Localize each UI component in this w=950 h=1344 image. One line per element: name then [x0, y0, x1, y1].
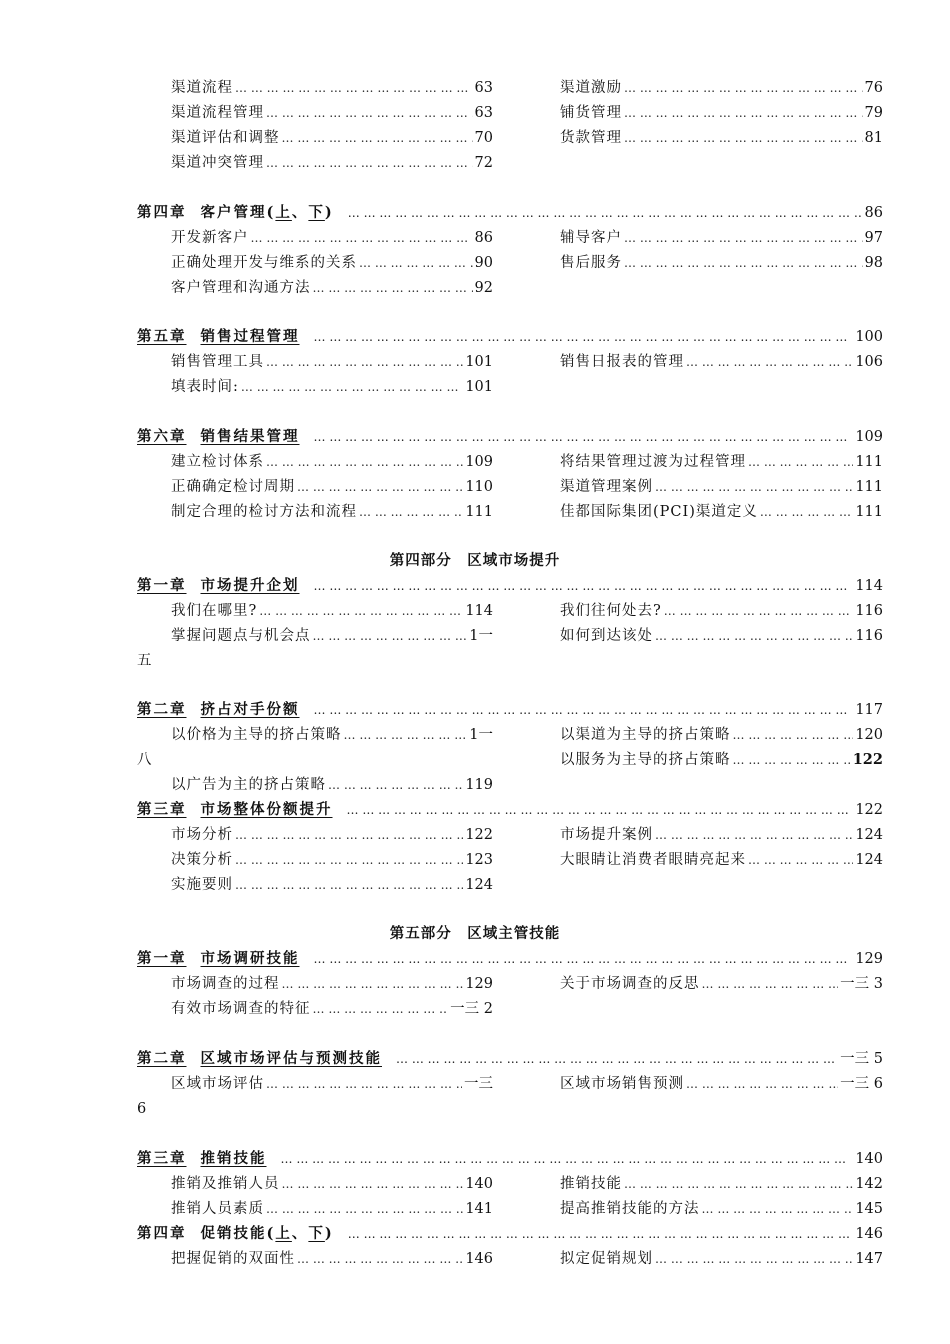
toc-entry[interactable]: 渠道评估和调整 … … … … … … … … … … … … … … … … … … … … … … … … … … … … … … … … … … … … … … … … … … … … … … … … … … … … … … … … … … … … … … … … … … … … … … … … … … … … … … … … … … 70 — [171, 127, 493, 149]
wrapped-page-number: 五 — [137, 653, 152, 669]
toc-entry[interactable]: 制定合理的检讨方法和流程 … … … … … … … … … … … … … … … … … … … … … … … … … … … … … … … … … … … … … … … … … … … … … … … … … … … … … … … … … … … … … … … … … … … … … … … … … … … … … … … … … … 111 — [171, 501, 493, 523]
chapter-heading[interactable]: 第一章 市场调研技能 … … … … … … … … … … … … … … … … … … … … … … … … … … … … … … … … … … … … … … … … … … … … … … … … … … … … … … … … … … … … … … … … … … … … … … … … … … … … … … … … … … … … … … … … … … 129 — [137, 948, 883, 970]
chapter-heading[interactable]: 第四章 促销技能(上、下) … … … … … … … … … … … … … … … … … … … … … … … … … … … … … … … … … … … … … … … … … … … … … … … … … … … … … … … … … … … … … … … … … … … … … … … … … … … … … … … … … … … … … … … … … … 146 — [137, 1223, 883, 1245]
toc-entry[interactable]: 将结果管理过渡为过程管理 … … … … … … … … … … … … … … … … … … … … … … … … … … … … … … … … … … … … … … … … … … … … … … … … … … … … … … … … … … … … … … … … … … … … … … … … … … … … … … … … … … 111 — [560, 451, 883, 473]
toc-entry[interactable]: 辅导客户 … … … … … … … … … … … … … … … … … … … … … … … … … … … … … … … … … … … … … … … … … … … … … … … … … … … … … … … … … … … … … … … … … … … … … … … … … … … … … … … … … … 97 — [560, 227, 883, 249]
wrapped-page-number: 6 — [137, 1101, 147, 1117]
toc-entry[interactable]: 提高推销技能的方法 … … … … … … … … … … … … … … … … … … … … … … … … … … … … … … … … … … … … … … … … … … … … … … … … … … … … … … … … … … … … … … … … … … … … … … … … … … … … … … … … … … 145 — [560, 1198, 883, 1220]
chapter-heading[interactable]: 第六章 销售结果管理 … … … … … … … … … … … … … … … … … … … … … … … … … … … … … … … … … … … … … … … … … … … … … … … … … … … … … … … … … … … … … … … … … … … … … … … … … … … … … … … … … … … … … … … … … … 109 — [137, 426, 883, 448]
toc-entry[interactable]: 推销技能 … … … … … … … … … … … … … … … … … … … … … … … … … … … … … … … … … … … … … … … … … … … … … … … … … … … … … … … … … … … … … … … … … … … … … … … … … … … … … … … … … … 142 — [560, 1173, 883, 1195]
toc-entry[interactable]: 以渠道为主导的挤占策略 … … … … … … … … … … … … … … … … … … … … … … … … … … … … … … … … … … … … … … … … … … … … … … … … … … … … … … … … … … … … … … … … … … … … … … … … … … … … … … … … … … 120 — [560, 724, 883, 746]
toc-entry[interactable]: 拟定促销规划 … … … … … … … … … … … … … … … … … … … … … … … … … … … … … … … … … … … … … … … … … … … … … … … … … … … … … … … … … … … … … … … … … … … … … … … … … … … … … … … … … … 147 — [560, 1248, 883, 1270]
toc-entry[interactable]: 渠道流程 … … … … … … … … … … … … … … … … … … … … … … … … … … … … … … … … … … … … … … … … … … … … … … … … … … … … … … … … … … … … … … … … … … … … … … … … … … … … … … … … … … 63 — [171, 77, 493, 99]
toc-entry[interactable]: 客户管理和沟通方法 … … … … … … … … … … … … … … … … … … … … … … … … … … … … … … … … … … … … … … … … … … … … … … … … … … … … … … … … … … … … … … … … … … … … … … … … … … … … … … … … … … 92 — [171, 277, 493, 299]
toc-entry[interactable]: 我们在哪里? … … … … … … … … … … … … … … … … … … … … … … … … … … … … … … … … … … … … … … … … … … … … … … … … … … … … … … … … … … … … … … … … … … … … … … … … … … … … … … … … … … 114 — [171, 600, 493, 622]
toc-entry[interactable]: 销售管理工具 … … … … … … … … … … … … … … … … … … … … … … … … … … … … … … … … … … … … … … … … … … … … … … … … … … … … … … … … … … … … … … … … … … … … … … … … … … … … … … … … … … 101 — [171, 351, 493, 373]
toc-entry[interactable]: 推销人员素质 … … … … … … … … … … … … … … … … … … … … … … … … … … … … … … … … … … … … … … … … … … … … … … … … … … … … … … … … … … … … … … … … … … … … … … … … … … … … … … … … … … 141 — [171, 1198, 493, 1220]
toc-entry[interactable]: 货款管理 … … … … … … … … … … … … … … … … … … … … … … … … … … … … … … … … … … … … … … … … … … … … … … … … … … … … … … … … … … … … … … … … … … … … … … … … … … … … … … … … … … 81 — [560, 127, 883, 149]
toc-entry[interactable]: 佳都国际集团(PCI)渠道定义 … … … … … … … … … … … … … … … … … … … … … … … … … … … … … … … … … … … … … … … … … … … … … … … … … … … … … … … … … … … … … … … … … … … … … … … … … … … … … … … … … … 111 — [560, 501, 883, 523]
toc-entry[interactable]: 销售日报表的管理 … … … … … … … … … … … … … … … … … … … … … … … … … … … … … … … … … … … … … … … … … … … … … … … … … … … … … … … … … … … … … … … … … … … … … … … … … … … … … … … … … … 106 — [560, 351, 883, 373]
chapter-heading[interactable]: 第二章 区域市场评估与预测技能 … … … … … … … … … … … … … … … … … … … … … … … … … … … … … … … … … … … … … … … … … … … … … … … … … … … … … … … … … … … … … … … … … … … … … … … … … … … … … … … … … … … … … … … … … … 一三 5 — [137, 1048, 883, 1070]
toc-entry[interactable]: 区域市场销售预测 … … … … … … … … … … … … … … … … … … … … … … … … … … … … … … … … … … … … … … … … … … … … … … … … … … … … … … … … … … … … … … … … … … … … … … … … … … … … … … … … … … 一三 6 — [560, 1073, 883, 1095]
toc-entry[interactable]: 如何到达该处 … … … … … … … … … … … … … … … … … … … … … … … … … … … … … … … … … … … … … … … … … … … … … … … … … … … … … … … … … … … … … … … … … … … … … … … … … … … … … … … … … … 116 — [560, 625, 883, 647]
chapter-heading[interactable]: 第三章 市场整体份额提升 … … … … … … … … … … … … … … … … … … … … … … … … … … … … … … … … … … … … … … … … … … … … … … … … … … … … … … … … … … … … … … … … … … … … … … … … … … … … … … … … … … … … … … … … … … 122 — [137, 799, 883, 821]
chapter-heading[interactable]: 第一章 市场提升企划 … … … … … … … … … … … … … … … … … … … … … … … … … … … … … … … … … … … … … … … … … … … … … … … … … … … … … … … … … … … … … … … … … … … … … … … … … … … … … … … … … … … … … … … … … … 114 — [137, 575, 883, 597]
toc-entry[interactable]: 掌握问题点与机会点 … … … … … … … … … … … … … … … … … … … … … … … … … … … … … … … … … … … … … … … … … … … … … … … … … … … … … … … … … … … … … … … … … … … … … … … … … … … … … … … … … … 1一 — [171, 625, 493, 647]
toc-entry[interactable]: 实施要则 … … … … … … … … … … … … … … … … … … … … … … … … … … … … … … … … … … … … … … … … … … … … … … … … … … … … … … … … … … … … … … … … … … … … … … … … … … … … … … … … … … 124 — [171, 874, 493, 896]
toc-entry[interactable]: 决策分析 … … … … … … … … … … … … … … … … … … … … … … … … … … … … … … … … … … … … … … … … … … … … … … … … … … … … … … … … … … … … … … … … … … … … … … … … … … … … … … … … … … 123 — [171, 849, 493, 871]
wrapped-page-number: 八 — [137, 752, 152, 768]
chapter-heading[interactable]: 第四章 客户管理(上、下) … … … … … … … … … … … … … … … … … … … … … … … … … … … … … … … … … … … … … … … … … … … … … … … … … … … … … … … … … … … … … … … … … … … … … … … … … … … … … … … … … … … … … … … … … … 86 — [137, 202, 883, 224]
toc-entry[interactable]: 大眼睛让消费者眼睛亮起来 … … … … … … … … … … … … … … … … … … … … … … … … … … … … … … … … … … … … … … … … … … … … … … … … … … … … … … … … … … … … … … … … … … … … … … … … … … … … … … … … … … 124 — [560, 849, 883, 871]
part-heading: 第五部分 区域主管技能 — [389, 925, 561, 942]
toc-entry[interactable]: 开发新客户 … … … … … … … … … … … … … … … … … … … … … … … … … … … … … … … … … … … … … … … … … … … … … … … … … … … … … … … … … … … … … … … … … … … … … … … … … … … … … … … … … … 86 — [171, 227, 493, 249]
toc-entry[interactable]: 填表时间: … … … … … … … … … … … … … … … … … … … … … … … … … … … … … … … … … … … … … … … … … … … … … … … … … … … … … … … … … … … … … … … … … … … … … … … … … … … … … … … … … … 101 — [171, 376, 493, 398]
toc-entry[interactable]: 渠道激励 … … … … … … … … … … … … … … … … … … … … … … … … … … … … … … … … … … … … … … … … … … … … … … … … … … … … … … … … … … … … … … … … … … … … … … … … … … … … … … … … … … 76 — [560, 77, 883, 99]
toc-entry[interactable]: 市场提升案例 … … … … … … … … … … … … … … … … … … … … … … … … … … … … … … … … … … … … … … … … … … … … … … … … … … … … … … … … … … … … … … … … … … … … … … … … … … … … … … … … … … 124 — [560, 824, 883, 846]
toc-entry[interactable]: 有效市场调查的特征 … … … … … … … … … … … … … … … … … … … … … … … … … … … … … … … … … … … … … … … … … … … … … … … … … … … … … … … … … … … … … … … … … … … … … … … … … … … … … … … … … … 一三 2 — [171, 998, 493, 1020]
toc-entry[interactable]: 推销及推销人员 … … … … … … … … … … … … … … … … … … … … … … … … … … … … … … … … … … … … … … … … … … … … … … … … … … … … … … … … … … … … … … … … … … … … … … … … … … … … … … … … … … 140 — [171, 1173, 493, 1195]
toc-entry[interactable]: 铺货管理 … … … … … … … … … … … … … … … … … … … … … … … … … … … … … … … … … … … … … … … … … … … … … … … … … … … … … … … … … … … … … … … … … … … … … … … … … … … … … … … … … … 79 — [560, 102, 883, 124]
part-heading: 第四部分 区域市场提升 — [389, 552, 561, 569]
toc-entry[interactable]: 渠道流程管理 … … … … … … … … … … … … … … … … … … … … … … … … … … … … … … … … … … … … … … … … … … … … … … … … … … … … … … … … … … … … … … … … … … … … … … … … … … … … … … … … … … 63 — [171, 102, 493, 124]
toc-entry[interactable]: 把握促销的双面性 … … … … … … … … … … … … … … … … … … … … … … … … … … … … … … … … … … … … … … … … … … … … … … … … … … … … … … … … … … … … … … … … … … … … … … … … … … … … … … … … … … 146 — [171, 1248, 493, 1270]
chapter-heading[interactable]: 第五章 销售过程管理 … … … … … … … … … … … … … … … … … … … … … … … … … … … … … … … … … … … … … … … … … … … … … … … … … … … … … … … … … … … … … … … … … … … … … … … … … … … … … … … … … … … … … … … … … … 100 — [137, 326, 883, 348]
toc-entry[interactable]: 以服务为主导的挤占策略 … … … … … … … … … … … … … … … … … … … … … … … … … … … … … … … … … … … … … … … … … … … … … … … … … … … … … … … … … … … … … … … … … … … … … … … … … … … … … … … … … … 122 — [560, 749, 883, 771]
toc-entry[interactable]: 关于市场调查的反思 … … … … … … … … … … … … … … … … … … … … … … … … … … … … … … … … … … … … … … … … … … … … … … … … … … … … … … … … … … … … … … … … … … … … … … … … … … … … … … … … … … 一三 3 — [560, 973, 883, 995]
toc-entry[interactable]: 我们往何处去? … … … … … … … … … … … … … … … … … … … … … … … … … … … … … … … … … … … … … … … … … … … … … … … … … … … … … … … … … … … … … … … … … … … … … … … … … … … … … … … … … … 116 — [560, 600, 883, 622]
toc-entry[interactable]: 正确确定检讨周期 … … … … … … … … … … … … … … … … … … … … … … … … … … … … … … … … … … … … … … … … … … … … … … … … … … … … … … … … … … … … … … … … … … … … … … … … … … … … … … … … … … 110 — [171, 476, 493, 498]
chapter-heading[interactable]: 第二章 挤占对手份额 … … … … … … … … … … … … … … … … … … … … … … … … … … … … … … … … … … … … … … … … … … … … … … … … … … … … … … … … … … … … … … … … … … … … … … … … … … … … … … … … … … … … … … … … … … 117 — [137, 699, 883, 721]
chapter-heading[interactable]: 第三章 推销技能 … … … … … … … … … … … … … … … … … … … … … … … … … … … … … … … … … … … … … … … … … … … … … … … … … … … … … … … … … … … … … … … … … … … … … … … … … … … … … … … … … … … … … … … … … … 140 — [137, 1148, 883, 1170]
toc-entry[interactable]: 售后服务 … … … … … … … … … … … … … … … … … … … … … … … … … … … … … … … … … … … … … … … … … … … … … … … … … … … … … … … … … … … … … … … … … … … … … … … … … … … … … … … … … … 98 — [560, 252, 883, 274]
toc-entry[interactable]: 以价格为主导的挤占策略 … … … … … … … … … … … … … … … … … … … … … … … … … … … … … … … … … … … … … … … … … … … … … … … … … … … … … … … … … … … … … … … … … … … … … … … … … … … … … … … … … … 1一 — [171, 724, 493, 746]
toc-entry[interactable]: 建立检讨体系 … … … … … … … … … … … … … … … … … … … … … … … … … … … … … … … … … … … … … … … … … … … … … … … … … … … … … … … … … … … … … … … … … … … … … … … … … … … … … … … … … … 109 — [171, 451, 493, 473]
toc-entry[interactable]: 渠道管理案例 … … … … … … … … … … … … … … … … … … … … … … … … … … … … … … … … … … … … … … … … … … … … … … … … … … … … … … … … … … … … … … … … … … … … … … … … … … … … … … … … … … 111 — [560, 476, 883, 498]
toc-entry[interactable]: 区域市场评估 … … … … … … … … … … … … … … … … … … … … … … … … … … … … … … … … … … … … … … … … … … … … … … … … … … … … … … … … … … … … … … … … … … … … … … … … … … … … … … … … … … 一三 — [171, 1073, 493, 1095]
toc-entry[interactable]: 市场调查的过程 … … … … … … … … … … … … … … … … … … … … … … … … … … … … … … … … … … … … … … … … … … … … … … … … … … … … … … … … … … … … … … … … … … … … … … … … … … … … … … … … … … 129 — [171, 973, 493, 995]
toc-entry[interactable]: 正确处理开发与维系的关系 … … … … … … … … … … … … … … … … … … … … … … … … … … … … … … … … … … … … … … … … … … … … … … … … … … … … … … … … … … … … … … … … … … … … … … … … … … … … … … … … … … 90 — [171, 252, 493, 274]
toc-entry[interactable]: 以广告为主的挤占策略 … … … … … … … … … … … … … … … … … … … … … … … … … … … … … … … … … … … … … … … … … … … … … … … … … … … … … … … … … … … … … … … … … … … … … … … … … … … … … … … … … … 119 — [171, 774, 493, 796]
toc-entry[interactable]: 市场分析 … … … … … … … … … … … … … … … … … … … … … … … … … … … … … … … … … … … … … … … … … … … … … … … … … … … … … … … … … … … … … … … … … … … … … … … … … … … … … … … … … … 122 — [171, 824, 493, 846]
toc-entry[interactable]: 渠道冲突管理 … … … … … … … … … … … … … … … … … … … … … … … … … … … … … … … … … … … … … … … … … … … … … … … … … … … … … … … … … … … … … … … … … … … … … … … … … … … … … … … … … … 72 — [171, 152, 493, 174]
